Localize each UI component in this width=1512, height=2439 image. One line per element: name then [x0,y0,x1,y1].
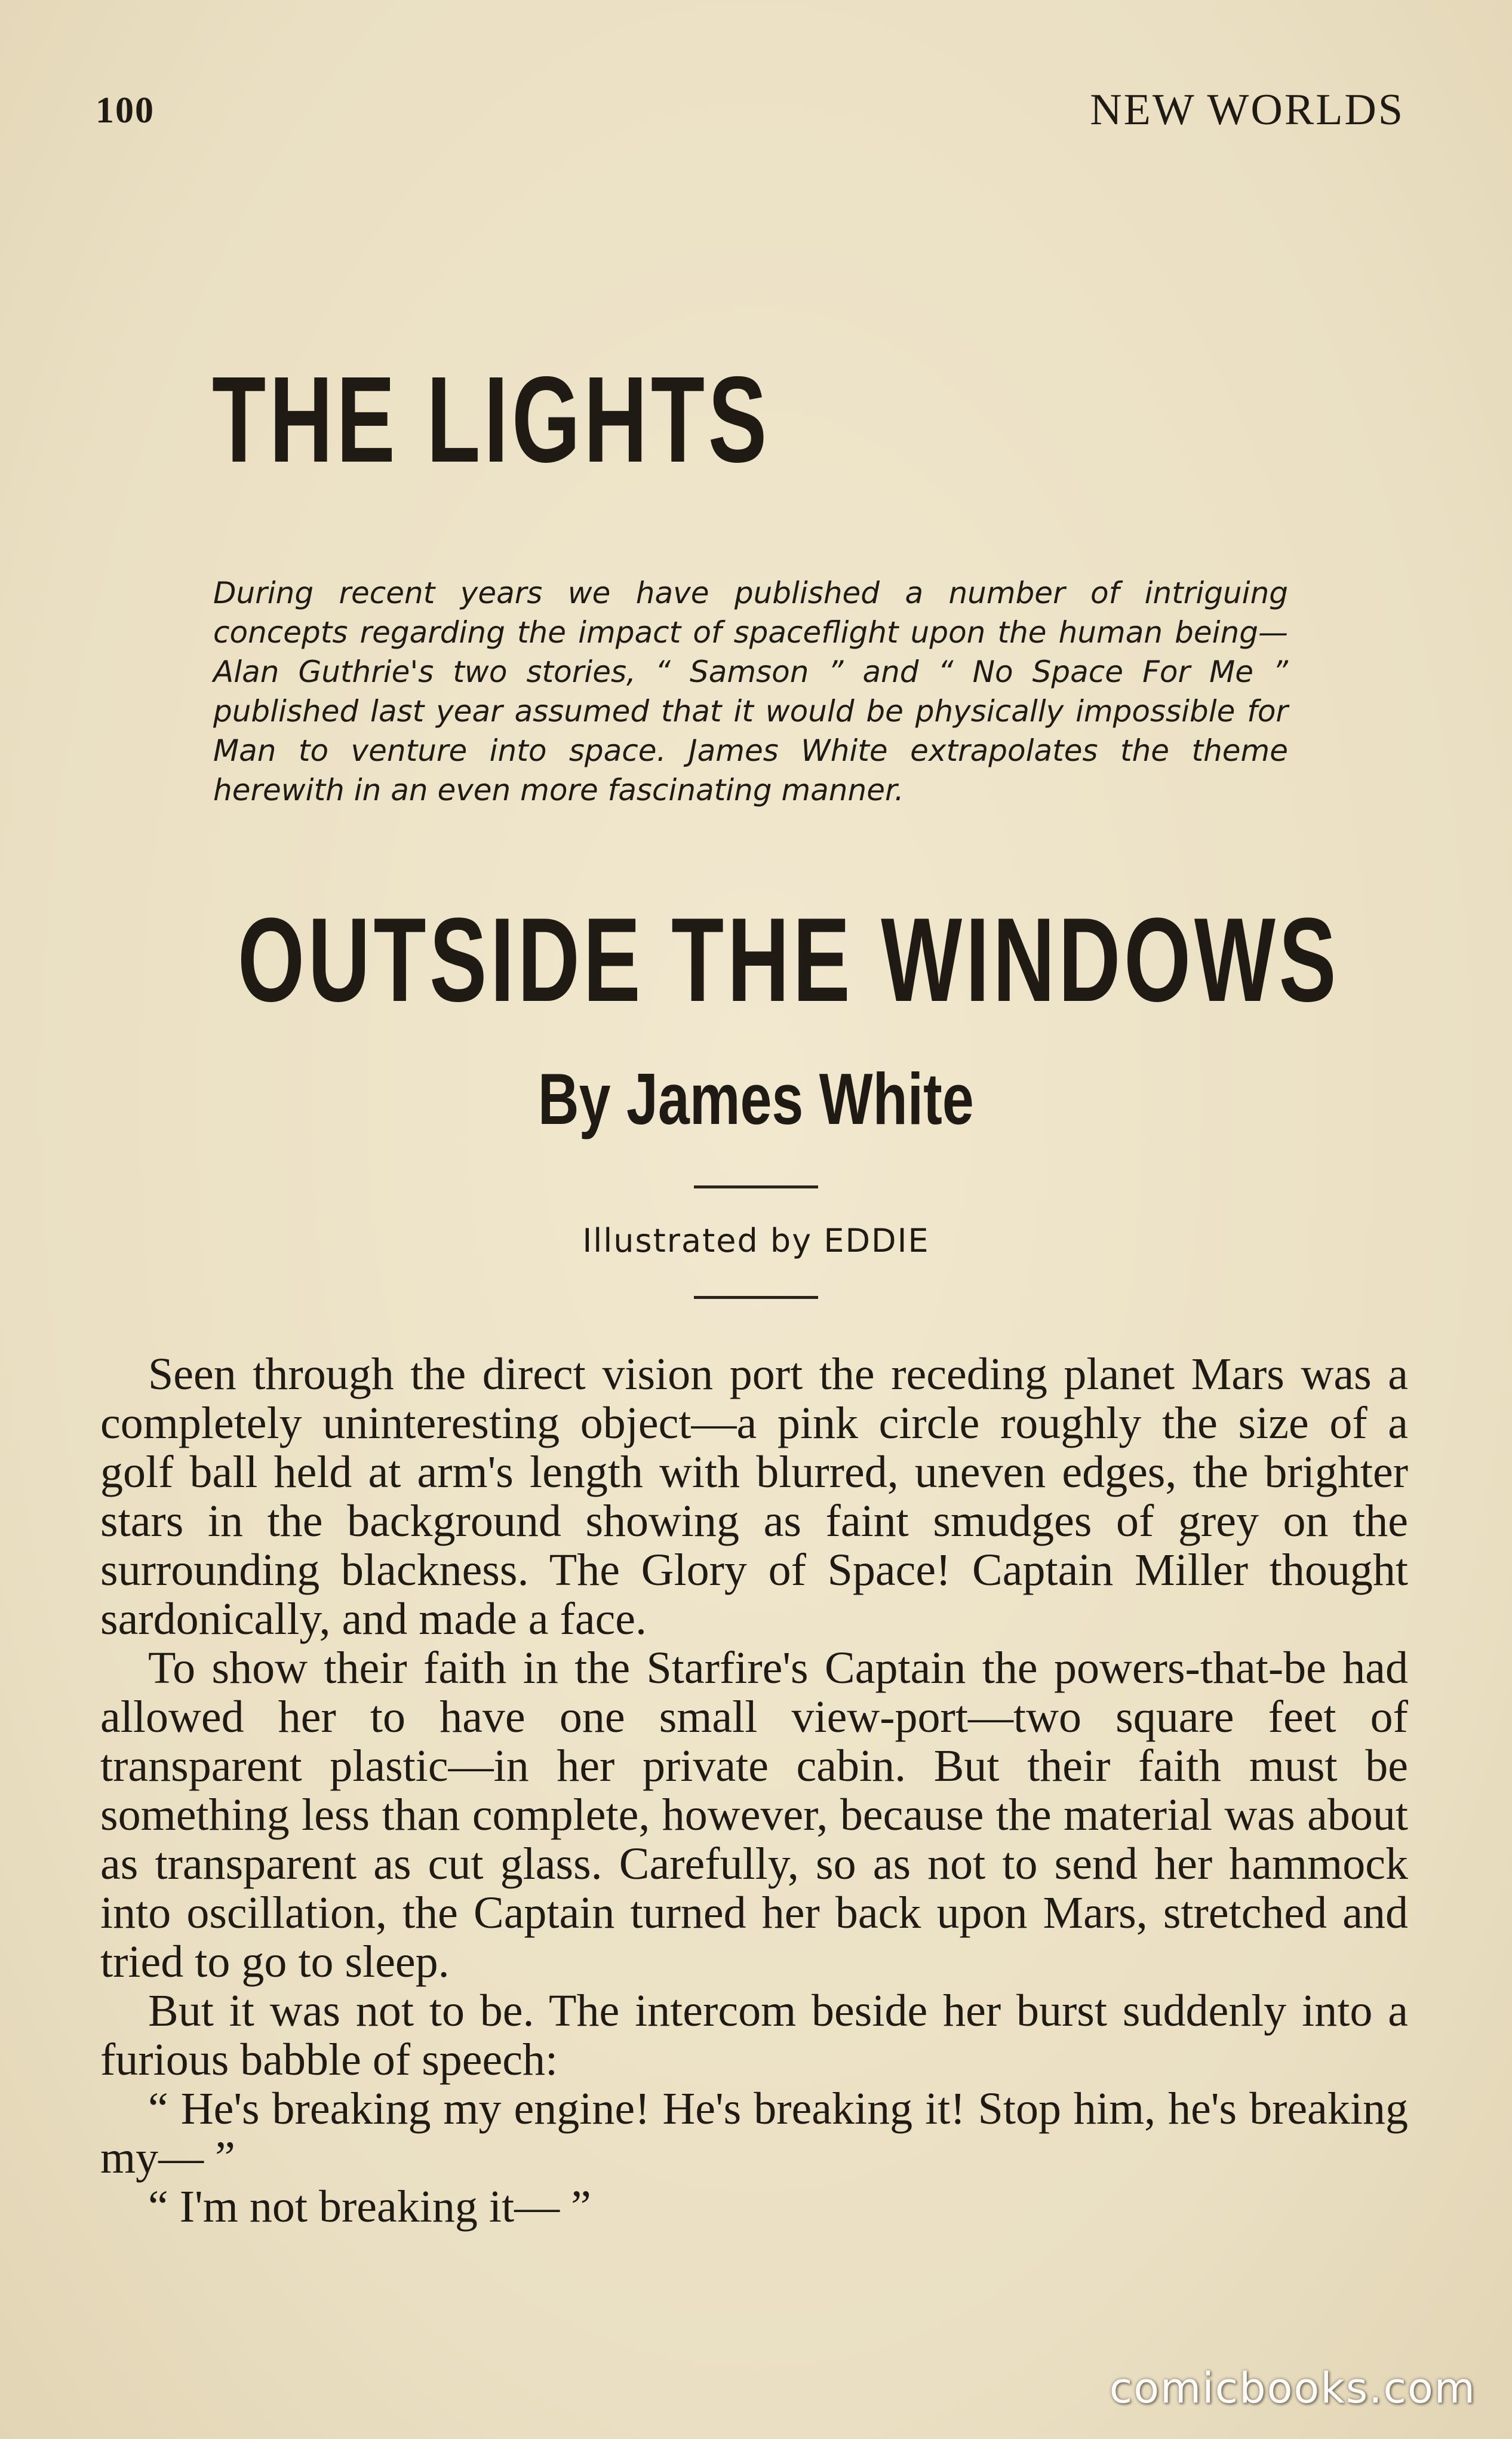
paragraph-text: “ I'm not breaking it— ” [148,2182,591,2232]
paragraph [100,2182,1408,2231]
paragraph-text: But it was not to be. The intercom beside her burst suddenly into a furious babble of speech: [100,1986,1408,2085]
paragraph [100,2084,1408,2182]
page-number: 100 [96,90,155,131]
divider-rule-bottom [694,1296,818,1299]
paragraph-text: To show their faith in the Starfire's Captain the powers-that-be had allowed her to have one small view-port—two square feet of transparent plastic—in her private cabin. But their faith must be something less than complete, however, because the material was about as transparent as cut glass. Carefully, so as not to send her hammock into oscillation, the Captain turned her back upon Mars, stretched and tried to go to sleep. [100,1643,1408,1987]
author-credit: By James White [538,1058,974,1139]
paragraph-text: “ He's breaking my engine! He's breaking it! Stop him, he's breaking my— ” [100,2084,1408,2183]
illustrator-credit: Illustrated by EDDIE [582,1222,930,1260]
paragraph [100,1350,1408,1644]
story-title-line-2: OUTSIDE THE WINDOWS [238,893,1340,1027]
paragraph [100,1644,1408,1986]
story-title-line-1: THE LIGHTS [212,351,770,488]
byline [0,1057,1512,1141]
running-title: NEW WORLDS [1090,85,1405,134]
story-body [100,1350,1408,2231]
site-watermark: comicbooks.com [1109,2364,1476,2413]
divider-rule-top [694,1185,818,1188]
paragraph [100,1986,1408,2084]
paragraph-text: Seen through the direct vision port the receding planet Mars was a completely uninteresting object—a pink circle roughly the size of a golf ball held at arm's length with blurred, uneven edges, the brighter stars in the background showing as faint smudges of grey on the surrounding blackness. The Glory of Space! Captain Miller thought sardonically, and made a face. [100,1349,1408,1644]
editorial-intro: During recent years we have published a number of intriguing concepts regarding the impact of spaceflight upon the human being—Alan Guthrie's two stories, “ Samson ” and “ No Space For Me ” published last year assumed that it would be physically impossible for Man to venture into space. James White extrapolates the theme herewith in an even more fascinating manner. [213,576,1288,807]
